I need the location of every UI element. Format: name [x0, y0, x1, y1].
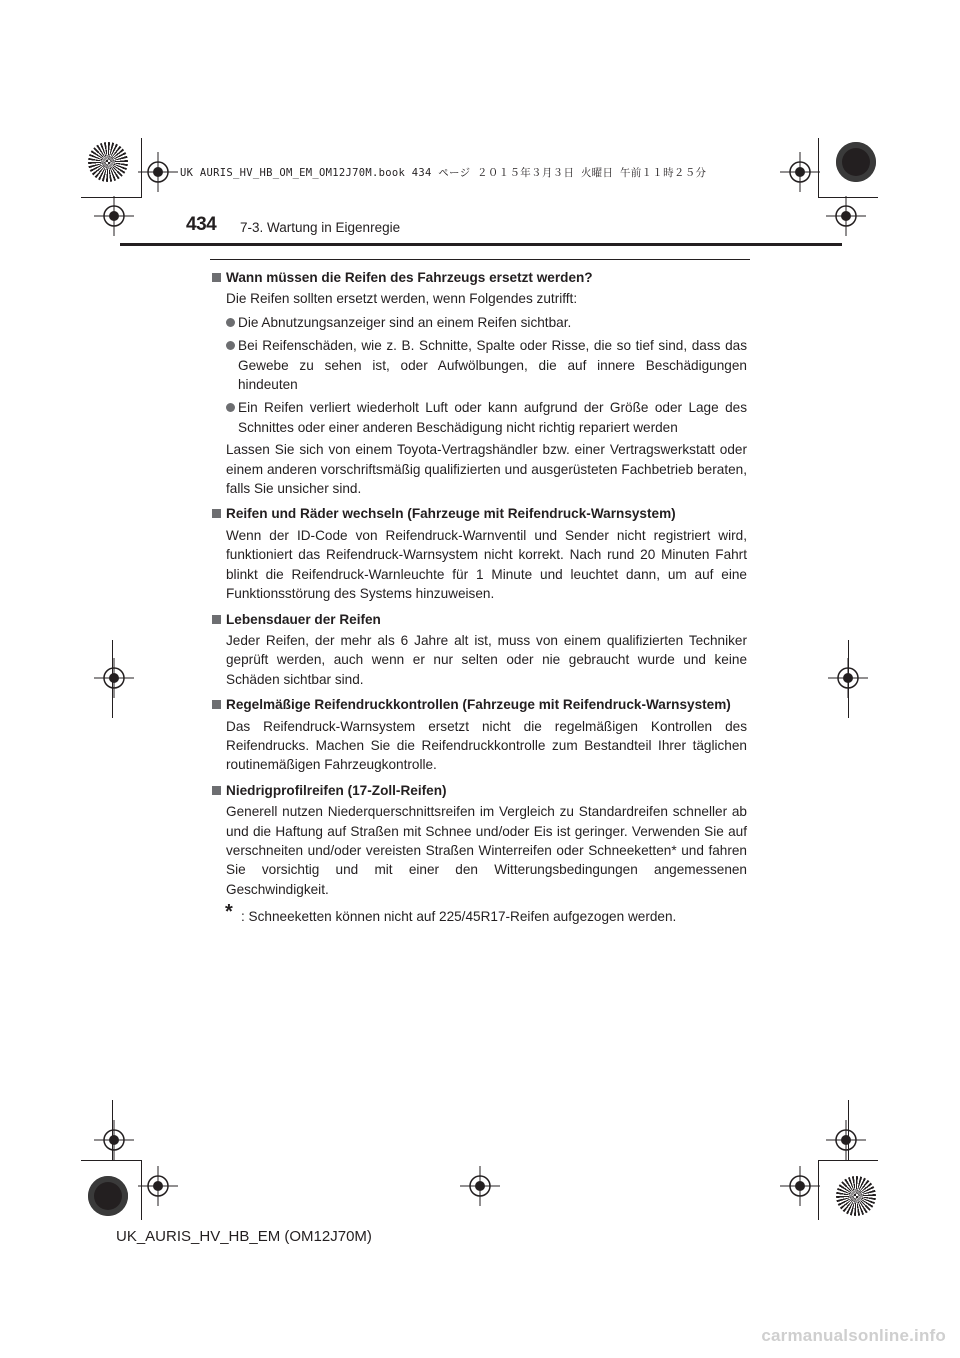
rosette-mark-icon	[88, 142, 128, 182]
list-item: Die Abnutzungsanzeiger sind an einem Reifen sichtbar.	[211, 313, 747, 332]
square-bullet-icon	[212, 786, 221, 795]
registration-mark-icon	[94, 1120, 134, 1160]
page-number: 434	[186, 214, 217, 235]
registration-mark-icon	[460, 1166, 500, 1206]
registration-mark-icon	[826, 196, 866, 236]
header-rule	[120, 243, 842, 246]
section-pressure-checks	[211, 695, 747, 775]
registration-mark-icon	[94, 196, 134, 236]
registration-mark-icon	[138, 1166, 178, 1206]
list-item: Ein Reifen verliert wiederholt Luft oder kann aufgrund der Größe oder Lage des Schnittes oder einer anderen Beschädigung nicht richtig repariert werden	[211, 398, 747, 437]
print-metadata: UK AURIS_HV_HB_OM_EM_OM12J70M.book 434 ページ ２０１５年３月３日 火曜日 午前１１時２５分	[180, 167, 707, 179]
registration-mark-icon	[826, 1120, 866, 1160]
paragraph: Generell nutzen Niederquerschnittsreifen im Vergleich zu Standardreifen schneller ab und die Haftung auf Straßen mit Schnee und/oder Eis ist geringer. Verwenden Sie auf verschneiten und/oder vereisten Straßen Winterreifen oder Schneeketten* und fahren Sie vorsichtig und mit einer den Witterungsbedingungen angemessenen Geschwindigkeit.	[226, 804, 747, 897]
square-bullet-icon	[212, 273, 221, 282]
section-low-profile-tires	[211, 781, 747, 899]
registration-mark-icon	[828, 658, 868, 698]
document-code: UK_AURIS_HV_HB_EM (OM12J70M)	[116, 1228, 372, 1245]
section-heading: Regelmäßige Reifendruckkontrollen (Fahrzeuge mit Reifendruck-Warnsystem)	[211, 695, 747, 714]
registration-mark-icon	[780, 152, 820, 192]
watermark: carmanualsonline.info	[761, 1326, 946, 1345]
registration-mark-icon	[780, 1166, 820, 1206]
rosette-mark-icon	[836, 142, 876, 182]
registration-mark-icon	[94, 658, 134, 698]
list-item: Bei Reifenschäden, wie z. B. Schnitte, Spalte oder Risse, die so tief sind, dass das Gewebe zu sehen ist, oder Aufwölbungen, die auf innere Beschädigungen hindeuten	[211, 336, 747, 394]
main-content	[211, 268, 747, 927]
section-heading: Wann müssen die Reifen des Fahrzeugs ersetzt werden?	[211, 268, 747, 287]
paragraph: Jeder Reifen, der mehr als 6 Jahre alt ist, muss von einem qualifizierten Techniker geprüft werden, auch wenn er nur selten oder nie gebraucht wurde und keine Schäden sichtbar sind.	[226, 632, 747, 687]
rosette-mark-icon	[88, 1176, 128, 1216]
content-rule	[210, 259, 750, 260]
footnote-marker: *	[225, 901, 233, 924]
crop-mark	[81, 1160, 141, 1161]
square-bullet-icon	[212, 615, 221, 624]
rosette-mark-icon	[836, 1176, 876, 1216]
section-title: 7-3. Wartung in Eigenregie	[240, 220, 401, 235]
footnote: * : Schneeketten können nicht auf 225/45R17-Reifen aufgezogen werden.	[225, 901, 677, 925]
paragraph: Wenn der ID-Code von Reifendruck-Warnventil und Sender nicht registriert wird, funktioniert das Reifendruck-Warnsystem nicht korrekt. Nach rund 20 Minuten Fahrt blinkt die Reifendruck-Warnleuchte für 1 Minute und leuchtet dann, um auf eine Funktionsstörung des Systems hinzuweisen.	[226, 527, 747, 602]
paragraph: Die Reifen sollten ersetzt werden, wenn Folgendes zutrifft:	[226, 291, 578, 307]
section-heading: Lebensdauer der Reifen	[211, 610, 747, 629]
square-bullet-icon	[212, 509, 221, 518]
section-tire-lifespan	[211, 610, 747, 690]
round-bullet-icon	[226, 318, 235, 327]
section-wheel-change	[211, 504, 747, 603]
section-heading: Reifen und Räder wechseln (Fahrzeuge mit Reifendruck-Warnsystem)	[211, 504, 747, 523]
paragraph: Das Reifendruck-Warnsystem ersetzt nicht die regelmäßigen Kontrollen des Reifendrucks. Machen Sie die Reifendruckkontrolle zum Bestandteil Ihrer täglichen routinemäßigen Fahrzeugkontrolle.	[226, 718, 747, 773]
section-tire-replacement	[211, 268, 747, 498]
registration-mark-icon	[138, 152, 178, 192]
round-bullet-icon	[226, 403, 235, 412]
section-heading: Niedrigprofilreifen (17-Zoll-Reifen)	[211, 781, 747, 800]
crop-mark	[818, 1160, 878, 1161]
round-bullet-icon	[226, 341, 235, 350]
square-bullet-icon	[212, 700, 221, 709]
paragraph: Lassen Sie sich von einem Toyota-Vertragshändler bzw. einer Vertragswerkstatt oder einem anderen vorschriftsmäßig qualifizierten und ausgerüsteten Fachbetrieb beraten, falls Sie unsicher sind.	[226, 442, 747, 497]
